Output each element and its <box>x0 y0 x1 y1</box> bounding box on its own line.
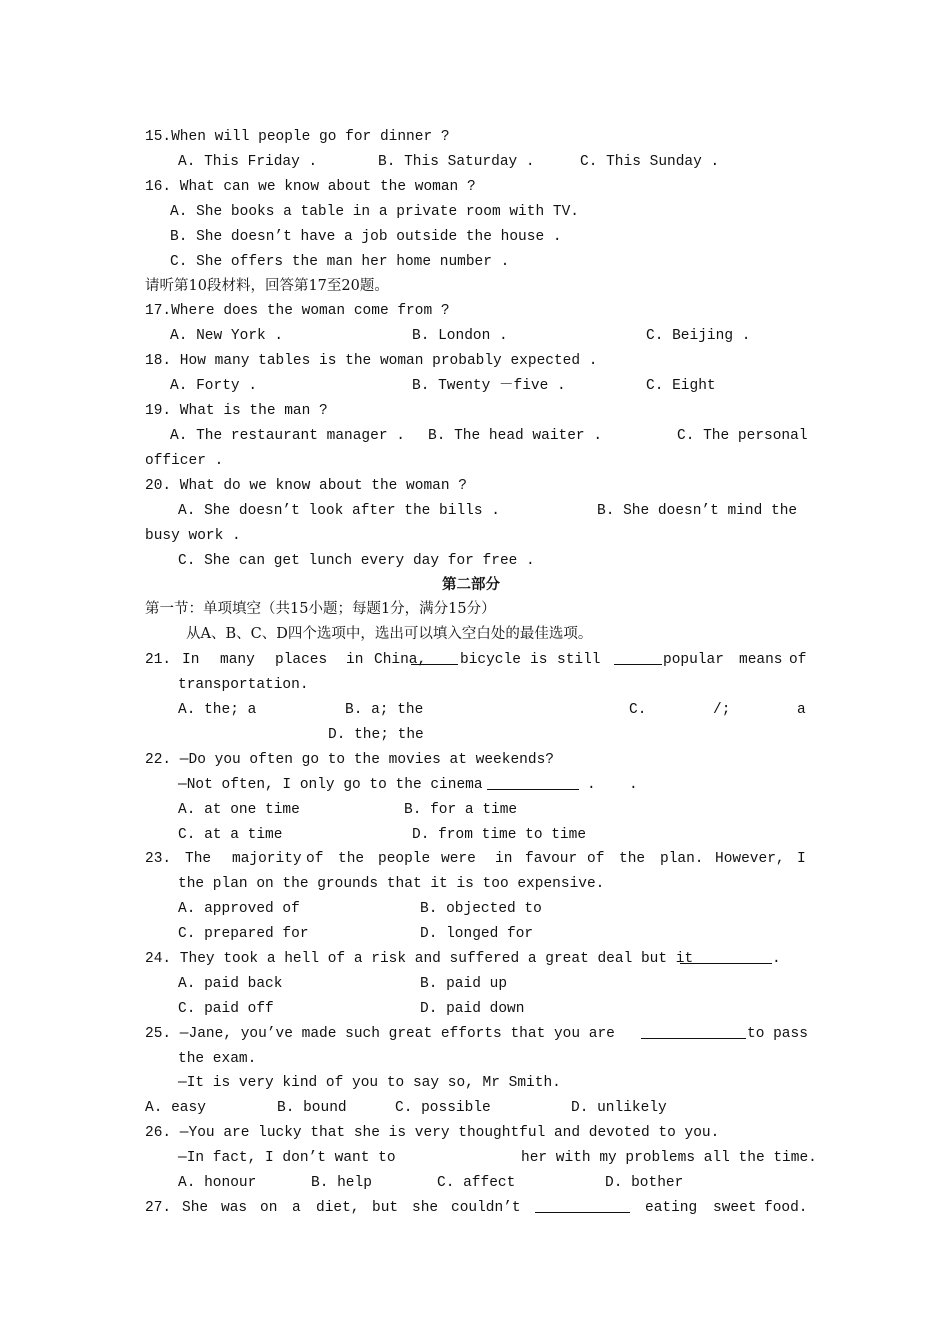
q20-stem: 20. What do we know about the woman ? <box>145 478 467 494</box>
q24-option-c: C. paid off <box>178 1001 274 1017</box>
q16-option-b: B. She doesn’t have a job outside the house . <box>170 229 562 245</box>
q19-stem: 19. What is the man ? <box>145 403 328 419</box>
q23-word: were <box>441 851 476 867</box>
section-1-instruction: 从A、B、C、D四个选项中，选出可以填入空白处的最佳选项。 <box>186 626 593 642</box>
q24-period: . <box>772 951 781 967</box>
q23-word: the <box>338 851 365 867</box>
q25-line-1: 25. —Jane, you’ve made such great efforts that you are <box>145 1026 615 1042</box>
q21-word: places <box>275 652 328 668</box>
q15-option-c: C. This Sunday . <box>580 154 720 170</box>
q21-continued: transportation. <box>178 677 309 693</box>
q23-option-b: B. objected to <box>420 901 542 917</box>
q21-blank-1 <box>411 651 458 665</box>
q25-option-b: B. bound <box>277 1100 347 1116</box>
q17-stem: 17.Where does the woman come from ? <box>145 303 450 319</box>
q22-period: . <box>629 777 638 793</box>
q27-word: was <box>221 1200 248 1216</box>
q25-option-a: A. easy <box>145 1100 206 1116</box>
q25-line-1-end: to pass <box>747 1026 808 1042</box>
q27-word: she <box>412 1200 439 1216</box>
q27-word: a <box>292 1200 301 1216</box>
q21-word: in <box>346 652 364 668</box>
q23-option-d: D. longed for <box>420 926 534 942</box>
q21-option-b: B. a; the <box>345 702 424 718</box>
q23-word: plan. <box>660 851 704 867</box>
q21-word: of <box>789 652 807 668</box>
q19-option-c: C. The personal <box>677 428 808 444</box>
q27-word: diet, <box>316 1200 360 1216</box>
q22-option-d: D. from time to time <box>412 827 587 843</box>
q23-word: favour <box>525 851 578 867</box>
q25-continued: the exam. <box>178 1051 257 1067</box>
q22-option-a: A. at one time <box>178 802 300 818</box>
q23-number: 23. <box>145 851 172 867</box>
q27-word: food. <box>764 1200 808 1216</box>
q21-option-c-text-a: a <box>797 702 806 718</box>
q20-option-c: C. She can get lunch every day for free . <box>178 553 535 569</box>
q26-option-b: B. help <box>311 1175 372 1191</box>
q27-number: 27. <box>145 1200 172 1216</box>
q21-option-d: D. the; the <box>328 727 424 743</box>
q19-option-c-continued: officer . <box>145 453 224 469</box>
q23-word: I <box>797 851 806 867</box>
q15-stem: 15.When will people go for dinner ? <box>145 129 450 145</box>
q23-continued: the plan on the grounds that it is too expensive. <box>178 876 605 892</box>
q25-option-d: D. unlikely <box>571 1100 667 1116</box>
q22-line-2: —Not often, I only go to the cinema <box>178 777 483 793</box>
q22-blank <box>487 776 579 790</box>
q27-blank <box>535 1199 630 1213</box>
q23-word: However, <box>715 851 785 867</box>
q23-word: people <box>378 851 431 867</box>
q21-option-c-letter: C. <box>629 702 647 718</box>
q20-option-a: A. She doesn’t look after the bills . <box>178 503 500 519</box>
q26-line-2-end: her with my problems all the time. <box>521 1150 817 1166</box>
q24-line-1: 24. They took a hell of a risk and suffered a great deal but it <box>145 951 694 967</box>
q24-option-d: D. paid down <box>420 1001 525 1017</box>
q27-word: but <box>372 1200 399 1216</box>
q21-word: is <box>530 652 548 668</box>
q20-option-b-continued: busy work . <box>145 528 241 544</box>
q23-word: in <box>495 851 513 867</box>
q27-word: on <box>260 1200 278 1216</box>
q22-option-b: B. for a time <box>404 802 518 818</box>
q21-option-a: A. the; a <box>178 702 257 718</box>
q21-word: many <box>220 652 255 668</box>
q21-word: means <box>739 652 783 668</box>
q26-line-1: 26. —You are lucky that she is very thoughtful and devoted to you. <box>145 1125 720 1141</box>
q26-line-2: —In fact, I don’t want to <box>178 1150 396 1166</box>
q25-blank <box>641 1025 746 1039</box>
q23-word: of <box>587 851 605 867</box>
q27-word: She <box>182 1200 209 1216</box>
q23-word: majority <box>232 851 302 867</box>
q18-stem: 18. How many tables is the woman probably expected . <box>145 353 598 369</box>
q25-line-2: —It is very kind of you to say so, Mr Smith. <box>178 1075 561 1091</box>
q23-word: the <box>619 851 646 867</box>
q27-word: couldn’t <box>451 1200 521 1216</box>
q21-number: 21. <box>145 652 172 668</box>
q22-period: . <box>587 777 596 793</box>
q24-option-b: B. paid up <box>420 976 508 992</box>
q23-word: The <box>185 851 212 867</box>
q18-option-c: C. Eight <box>646 378 716 394</box>
q25-option-c: C. possible <box>395 1100 491 1116</box>
q21-word: China, <box>374 652 427 668</box>
q16-stem: 16. What can we know about the woman ? <box>145 179 476 195</box>
q15-option-a: A. This Friday . <box>178 154 318 170</box>
q21-blank-2 <box>614 651 662 665</box>
q22-option-c: C. at a time <box>178 827 283 843</box>
q26-option-a: A. honour <box>178 1175 257 1191</box>
q21-word: In <box>182 652 200 668</box>
q22-line-1: 22. —Do you often go to the movies at weekends? <box>145 752 554 768</box>
q15-option-b: B. This Saturday . <box>378 154 535 170</box>
q24-blank <box>680 950 772 964</box>
q20-option-b: B. She doesn’t mind the <box>597 503 798 519</box>
q16-option-c: C. She offers the man her home number . <box>170 254 510 270</box>
q26-option-d: D. bother <box>605 1175 684 1191</box>
q23-option-a: A. approved of <box>178 901 300 917</box>
q21-word: bicycle <box>460 652 521 668</box>
q17-option-c: C. Beijing . <box>646 328 751 344</box>
q23-word: of <box>306 851 324 867</box>
q18-option-b: B. Twenty －five . <box>412 378 566 394</box>
q27-word: sweet <box>713 1200 757 1216</box>
q17-option-a: A. New York . <box>170 328 284 344</box>
q19-option-a: A. The restaurant manager . <box>170 428 405 444</box>
q19-option-b: B. The head waiter . <box>428 428 603 444</box>
section-10-instruction: 请听第10段材料，回答第17至20题。 <box>145 278 389 294</box>
q21-word: popular <box>663 652 724 668</box>
q21-word: still <box>557 652 601 668</box>
part-2-title: 第二部分 <box>442 576 500 593</box>
section-1-heading: 第一节：单项填空（共15小题；每题1分，满分15分） <box>145 601 496 617</box>
q17-option-b: B. London . <box>412 328 508 344</box>
q18-option-a: A. Forty . <box>170 378 258 394</box>
q21-option-c-text: /; <box>713 702 731 718</box>
q27-word: eating <box>645 1200 698 1216</box>
q23-option-c: C. prepared for <box>178 926 309 942</box>
q24-option-a: A. paid back <box>178 976 283 992</box>
q16-option-a: A. She books a table in a private room with TV. <box>170 204 579 220</box>
q26-option-c: C. affect <box>437 1175 516 1191</box>
